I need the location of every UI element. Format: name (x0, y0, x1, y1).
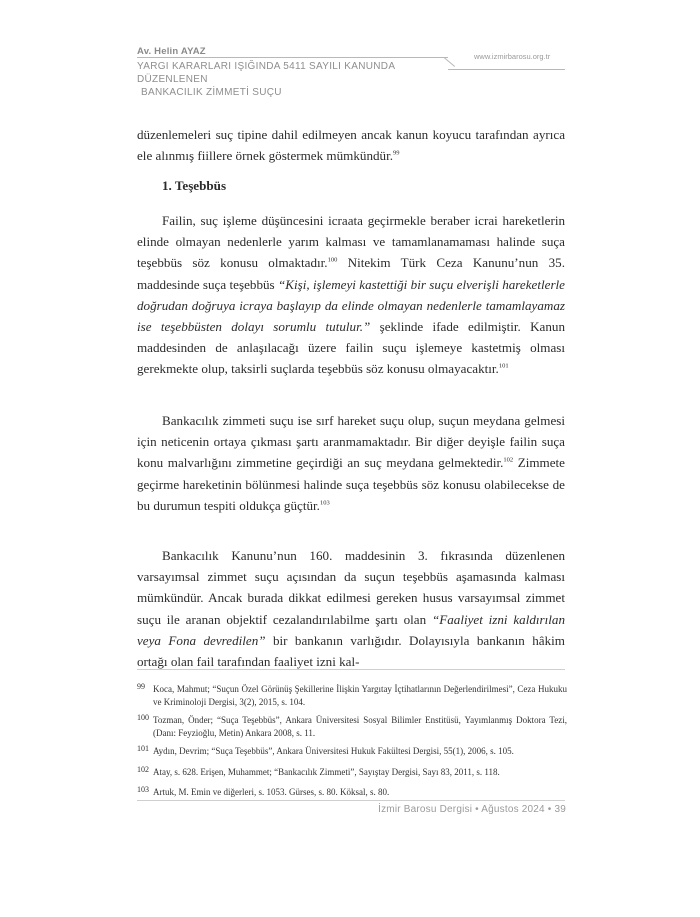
paragraph-text: Zimmete geçirme hareketinin bölünmesi halinde suça teşebbüs söz konusu olabilecekse de bu durumun tespiti oldukça güçtür. (137, 455, 565, 513)
footnote-number: 103 (137, 785, 149, 794)
paragraph-text: Nitekim Türk Ceza Kanunu’nun 35. maddesinde suça teşebbüs (137, 255, 565, 292)
paragraph-attempt-definition (137, 210, 565, 380)
footnote-ref[interactable]: 100 (327, 257, 338, 265)
footnote-text: Atay, s. 628. Erişen, Muhammet; “Bankacılık Zimmeti”, Sayıştay Dergisi, Sayı 83, 2011, s. 118. (153, 767, 500, 777)
footnote-number: 100 (137, 713, 149, 722)
paragraph-text: Bankacılık zimmeti suçu ise sırf hareket suçu olup, suçun meydana gelmesi için neticenin ortaya çıkması şartı aranmamaktadır. Bir diğer deyişle failin suça konu malvarlığını zimmetine geçirdiği an suç meydana gelmektedir. (137, 413, 565, 471)
page-footer-rule (137, 800, 565, 801)
paragraph-text: şeklinde ifade edilmiştir. Kanun maddesinden de anlaşılacağı üzere failin suçu işlemeye kastetmiş olması gerekmekte olup, taksirli suçlarda teşebbüs söz konusu olmayacaktır. (137, 319, 565, 377)
footnote-text: Artuk, M. Emin ve diğerleri, s. 1053. Gürses, s. 80. Köksal, s. 80. (153, 787, 390, 797)
article-title-line-1: YARGI KARARLARI IŞIĞINDA 5411 SAYILI KANUNDA DÜZENLENEN (137, 61, 395, 85)
paragraph-text: Failin, suç işleme düşüncesini icraata geçirmekle beraber icrai hareketlerin elinde olmayan nedenlerle yarım kalması ve tamamlanamaması halinde suça teşebbüs söz konusu olmaktadır. (137, 213, 565, 271)
paragraph-banking-embezzlement (137, 410, 565, 516)
section-heading: 1. Teşebbüs (162, 178, 227, 193)
article-title (137, 60, 467, 99)
footnote-text: Koca, Mahmut; “Suçun Özel Görünüş Şekillerine İlişkin Yargıtay İçtihatlarının Değerlendirilmesi”, Ceza Hukuku ve Kriminoloji Dergisi, 3(2), 2015, s. 104. (153, 684, 567, 707)
law-quote: “Faaliyet izni kaldırılan veya Fona devredilen” (137, 611, 565, 648)
footnote-ref[interactable]: 103 (319, 499, 330, 507)
author-name: Av. Helin AYAZ (137, 46, 206, 57)
footnote-divider (137, 669, 565, 670)
footnote-number: 99 (137, 682, 145, 691)
article-title-line-2: BANKACILIK ZİMMETİ SUÇU (141, 87, 282, 98)
footnote-100 (137, 714, 567, 740)
footnote-102 (137, 766, 567, 779)
header-rule-left (137, 57, 448, 58)
paragraph-continuation (137, 124, 565, 166)
footnote-number: 101 (137, 744, 149, 753)
paragraph-text: düzenlemeleri suç tipine dahil edilmeyen ancak kanun koyucu tarafından ayrıca ele alınmış fiillere örnek göstermek mümkündür. (137, 127, 565, 164)
footnote-ref[interactable]: 99 (393, 149, 400, 157)
law-quote: “Kişi, işlemeyi kastettiği bir suçu elverişli hareketlerle doğrudan doğruya icraya başlayıp da elinde olmayan nedenlerle tamamlayamaz ise teşebbüsten dolayı sorumlu tutulur.” (137, 276, 565, 335)
footnote-103 (137, 786, 567, 799)
footnote-number: 102 (137, 765, 149, 774)
page-footer: İzmir Barosu Dergisi • Ağustos 2024 • 39 (378, 804, 566, 815)
paragraph-text: bir bankanın varlığıdır. Dolayısıyla bankanın hâkim ortağı olan fail tarafından faaliyet izni kal- (137, 632, 565, 670)
footnote-text: Tozman, Önder; “Suça Teşebbüs”, Ankara Üniversitesi Sosyal Bilimler Enstitüsü, Yayımlanmış Doktora Tezi, (Danı: Feyzioğlu, Metin) Ankara 2008, s. 11. (153, 715, 567, 738)
footnote-101 (137, 745, 567, 758)
footnote-ref[interactable]: 102 (503, 457, 514, 465)
footnote-ref[interactable]: 101 (498, 363, 509, 371)
website-url[interactable]: www.izmirbarosu.org.tr (474, 52, 551, 61)
paragraph-text: Bankacılık Kanunu’nun 160. maddesinin 3. fıkrasında düzenlenen varsayımsal zimmet suçu açısından da suçun teşebbüs aşamasında kalması mümkündür. Ancak burada dikkat edilmesi gereken husus varsayımsal zimmet suçu ile aranan objektif cezalandırılabilme şartı olan (137, 548, 565, 627)
footnote-text: Aydın, Devrim; “Suça Teşebbüs”, Ankara Üniversitesi Hukuk Fakültesi Dergisi, 55(1), 2006, s. 105. (153, 746, 514, 756)
paragraph-presumptive-embezzlement (137, 545, 565, 672)
footnote-99 (137, 683, 567, 709)
